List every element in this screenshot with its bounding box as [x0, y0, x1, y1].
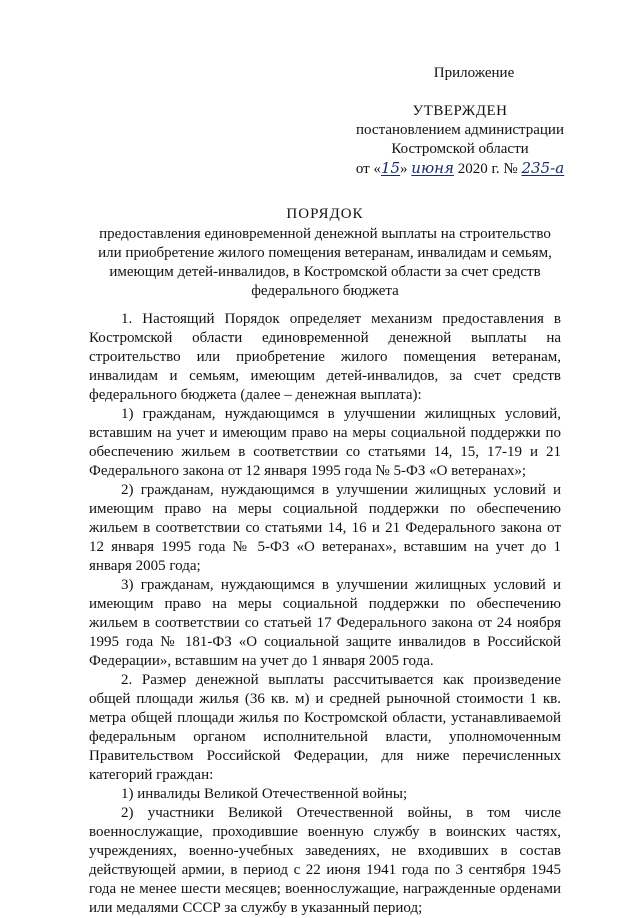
title-line-4: федерального бюджета	[251, 283, 399, 299]
handwritten-day: 15	[380, 159, 401, 177]
paragraph-1-item-1: 1) гражданам, нуждающимся в улучшении жилищных условий, вставшим на учет и имеющим право на меры социальной поддержки по обеспечению жильем в соответствии со статьями 14, 15, 17-19 и 21 Федерального закона от 12 января 1995 года № 5-ФЗ «О ветеранах»;	[89, 406, 561, 479]
approved-label: УТВЕРЖДЕН	[412, 103, 508, 119]
document-body	[89, 310, 561, 918]
title-line-1: предоставления единовременной денежной выплаты на строительство	[99, 226, 551, 242]
document-title-block	[90, 205, 560, 301]
paragraph-1-item-3: 3) гражданам, нуждающимся в улучшении жилищных условий и имеющим право на меры социальной поддержки по обеспечению жильем в соответствии со статьей 17 Федерального закона от 24 ноября 1995 года № 181-ФЗ «О социальной защите инвалидов в Российской Федерации», вставшим на учет до 1 января 2005 года.	[89, 577, 561, 669]
date-prefix: от «	[355, 161, 381, 177]
paragraph-1-item-2: 2) гражданам, нуждающимся в улучшении жилищных условий и имеющим право на меры социальной поддержки по обеспечению жильем в соответствии со статьями 14, 16 и 21 Федерального закона от 12 января 1995 года № 5-ФЗ «О ветеранах», вставшим на учет до 1 января 2005 года;	[89, 482, 561, 574]
approval-date-line	[330, 159, 590, 179]
approval-stamp	[330, 64, 590, 179]
paragraph-2: 2. Размер денежной выплаты рассчитывается как произведение общей площади жилья (36 кв. м) и средней рыночной стоимости 1 кв. метра общей площади жилья по Костромской области, устанавливаемой федеральным органом исполнительной власти, уполномоченным Правительством Российской Федерации, для ниже перечисленных категорий граждан:	[89, 672, 561, 783]
approval-line-1: постановлением администрации	[356, 122, 564, 138]
title-line-3: имеющим детей-инвалидов, в Костромской области за счет средств	[109, 264, 541, 280]
date-mid: »	[400, 161, 412, 177]
paragraph-2-item-1: 1) инвалиды Великой Отечественной войны;	[121, 786, 408, 802]
document-title: ПОРЯДОК	[286, 206, 364, 222]
handwritten-month: июня	[411, 159, 454, 177]
approval-line-2: Костромской области	[391, 141, 529, 157]
paragraph-1: 1. Настоящий Порядок определяет механизм предоставления в Костромской области единовременной денежной выплаты на строительство или приобретение жилого помещения ветеранам, инвалидам и семьям, имеющим детей-инвалидов, за счет средств федерального бюджета (далее – денежная выплата):	[89, 311, 561, 403]
title-line-2: или приобретение жилого помещения ветеранам, инвалидам и семьям,	[98, 245, 552, 261]
handwritten-number: 235-а	[521, 159, 565, 177]
paragraph-2-item-2: 2) участники Великой Отечественной войны, в том числе военнослужащие, проходившие военную службу в воинских частях, учреждениях, военно-учебных заведениях, не входивших в состав действующей армии, в период с 22 июня 1941 года по 3 сентября 1945 года не менее шести месяцев; военнослужащие, награжденные орденами или медалями СССР за службу в указанный период;	[89, 805, 561, 916]
annex-label: Приложение	[433, 65, 515, 81]
date-year: 2020 г. №	[453, 161, 522, 177]
